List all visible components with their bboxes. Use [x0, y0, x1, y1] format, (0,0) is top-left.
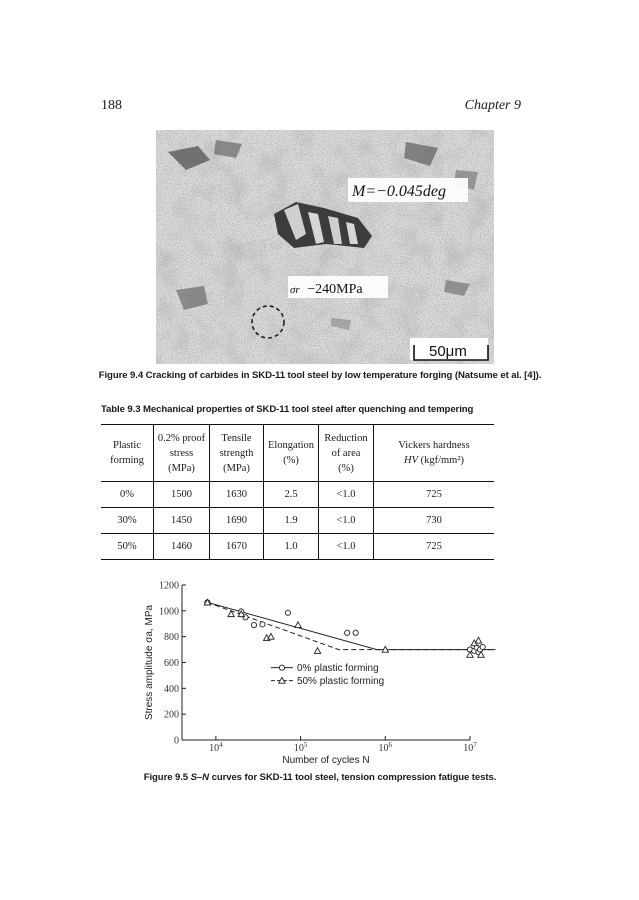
- header-line: (%): [283, 455, 299, 466]
- header-line: Elongation: [267, 440, 315, 451]
- fit-line-zero-percent: [207, 602, 495, 649]
- figure-9-4-caption: [60, 370, 580, 381]
- table-9-3-text: Mechanical properties of SKD-11 tool steel after quenching and tempering: [143, 404, 474, 415]
- cell-elongation: 2.5: [264, 482, 319, 508]
- header-line: Plastic: [113, 440, 141, 451]
- header-line: Reduction: [324, 432, 368, 444]
- scale-bar-label: 50μm: [429, 343, 467, 360]
- svg-text:M=−0.045deg: [351, 183, 446, 200]
- stress-symbol: σr: [290, 284, 300, 296]
- y-tick-label: 200: [164, 709, 179, 721]
- cell-hardness: 725: [374, 534, 495, 560]
- micrograph-image: [156, 130, 494, 364]
- y-tick-label: 1200: [159, 580, 179, 592]
- cell-reduction: <1.0: [319, 534, 374, 560]
- chart-points: [204, 599, 485, 657]
- triangle-data-point: [475, 637, 481, 643]
- table-9-3-number: Table 9.3: [101, 404, 141, 415]
- header-proof-stress: [154, 425, 210, 482]
- header-elongation: [264, 425, 319, 482]
- circle-data-point: [353, 630, 358, 635]
- header-vickers-hardness: [374, 425, 495, 482]
- triangle-data-point: [295, 622, 301, 628]
- chart-fit-lines: [207, 602, 495, 649]
- legend-label: 50% plastic forming: [296, 676, 385, 688]
- triangle-data-point: [268, 633, 274, 639]
- hv-symbol: HV: [403, 455, 418, 466]
- chart-legend: [271, 663, 384, 687]
- y-axis-label: Stress amplitude σa, MPa: [144, 604, 155, 721]
- cell-forming: 50%: [101, 534, 154, 560]
- legend-circle-marker: [279, 665, 284, 670]
- mechanical-properties-table: [101, 424, 494, 560]
- figure-9-5-text: curves for SKD-11 tool steel, tension compression fatigue tests.: [211, 772, 497, 783]
- header-reduction-of-area: [319, 425, 374, 482]
- cell-proof: 1500: [154, 482, 210, 508]
- header-line: stress: [169, 447, 194, 459]
- header-line: 0.2% proof: [157, 432, 206, 444]
- header-tensile-strength: [210, 425, 264, 482]
- header-line: (MPa): [168, 462, 195, 474]
- cell-tensile: 1690: [210, 508, 264, 534]
- circle-data-point: [480, 644, 485, 649]
- misorientation-label: M=−0.045deg: [352, 183, 447, 200]
- header-line: forming: [110, 455, 144, 466]
- cell-forming: 0%: [101, 482, 154, 508]
- figure-9-4-text: Cracking of carbides in SKD-11 tool steel by low temperature forging (Natsume et al. [4]).: [145, 370, 542, 381]
- stress-label: −240MPa: [307, 282, 363, 297]
- table-row: [101, 482, 494, 508]
- x-axis-label: Number of cycles N: [282, 755, 370, 766]
- triangle-data-point: [314, 648, 320, 654]
- x-tick-label: $10^7$: [463, 741, 477, 754]
- sn-curve-chart: [140, 575, 510, 765]
- circle-data-point: [345, 630, 350, 635]
- hardness-unit: (kgf/mm²): [420, 455, 464, 466]
- y-tick-label: 400: [164, 683, 179, 695]
- svg-text:σr −240MPa: [290, 282, 363, 297]
- y-tick-label: 600: [164, 658, 179, 669]
- header-line: of area: [331, 447, 361, 459]
- header-line: (%): [338, 462, 354, 474]
- cell-reduction: <1.0: [319, 482, 374, 508]
- running-head: Chapter 9: [464, 98, 521, 113]
- header-line: strength: [219, 447, 254, 459]
- cell-proof: 1460: [154, 534, 210, 560]
- legend-label: 0% plastic forming: [296, 663, 379, 675]
- table-9-3-caption: [101, 404, 473, 415]
- x-tick-label: $10^4$: [209, 741, 223, 754]
- cell-proof: 1450: [154, 508, 210, 534]
- header-line: Vickers hardness: [398, 440, 470, 451]
- x-tick-label: $10^5$: [293, 741, 308, 754]
- figure-9-5-number: Figure 9.5: [143, 772, 189, 783]
- figure-9-4-number: Figure 9.4: [98, 370, 144, 381]
- cell-forming: 30%: [101, 508, 154, 534]
- table-row: [101, 534, 494, 560]
- y-tick-label: 1000: [159, 606, 179, 618]
- x-tick-label: $10^6$: [378, 741, 393, 754]
- table-row: [101, 508, 494, 534]
- cell-elongation: 1.9: [264, 508, 319, 534]
- header-line: (MPa): [223, 462, 250, 474]
- cell-hardness: 725: [374, 482, 495, 508]
- circle-data-point: [260, 622, 265, 627]
- header-line: Tensile: [221, 432, 252, 444]
- cell-tensile: 1630: [210, 482, 264, 508]
- figure-9-5-sn: S–N: [190, 772, 209, 783]
- cell-elongation: 1.0: [264, 534, 319, 560]
- cell-hardness: 730: [374, 508, 495, 534]
- table-header-row: [101, 425, 494, 482]
- y-tick-label: 0: [174, 735, 179, 747]
- page-number: 188: [101, 98, 122, 113]
- cell-reduction: <1.0: [319, 508, 374, 534]
- y-tick-label: 800: [164, 632, 179, 644]
- header-line: [374, 453, 494, 468]
- cell-tensile: 1670: [210, 534, 264, 560]
- circle-data-point: [285, 610, 290, 615]
- circle-data-point: [251, 622, 256, 627]
- header-plastic-forming: [101, 425, 154, 482]
- figure-9-5-caption: [60, 772, 580, 783]
